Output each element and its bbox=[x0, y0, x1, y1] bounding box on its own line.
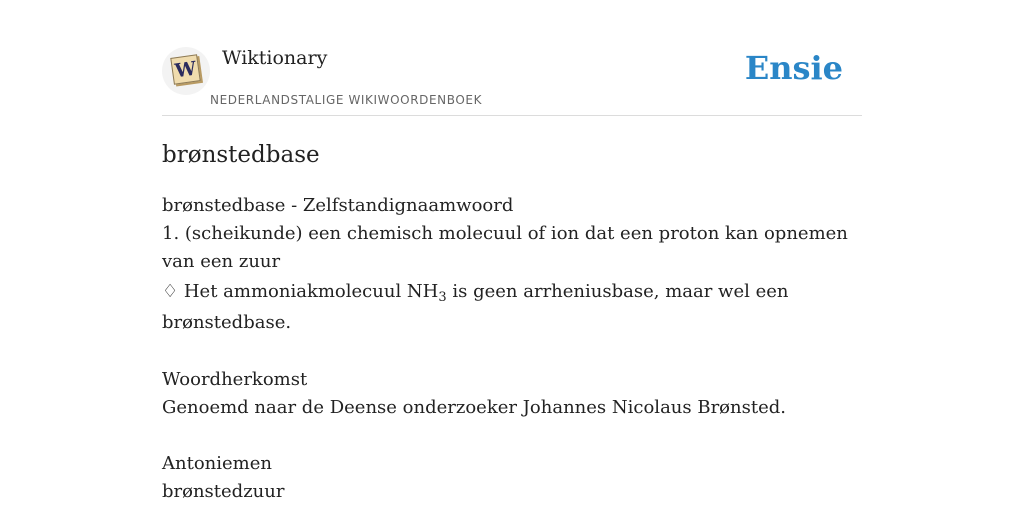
entry-content bbox=[162, 192, 852, 506]
ensie-brand-logo[interactable]: Ensie bbox=[744, 49, 843, 87]
page-title: brønstedbase bbox=[162, 142, 320, 168]
etymology-text: Genoemd naar de Deense onderzoeker Johannes Nicolaus Brønsted. bbox=[162, 397, 786, 418]
example-subscript: 3 bbox=[438, 290, 447, 305]
headword-line: brønstedbase - Zelfstandignaamwoord bbox=[162, 195, 514, 216]
site-subtitle: NEDERLANDSTALIGE WIKIWOORDENBOEK bbox=[210, 93, 483, 107]
example-sentence bbox=[162, 276, 852, 338]
wiktionary-logo[interactable] bbox=[162, 47, 210, 95]
site-name[interactable]: Wiktionary bbox=[222, 47, 328, 69]
wiktionary-tile-icon bbox=[170, 54, 200, 84]
example-suffix: is geen arrheniusbase, maar wel een brønstedbase. bbox=[162, 281, 789, 333]
antonyms-heading: Antoniemen bbox=[162, 453, 272, 474]
logo-letter: W bbox=[173, 57, 198, 83]
site-header bbox=[162, 0, 862, 116]
antonym-link[interactable]: brønstedzuur bbox=[162, 481, 285, 502]
entry-card bbox=[162, 0, 862, 512]
definition: 1. (scheikunde) een chemisch molecuul of ion dat een proton kan opnemen van een zuur bbox=[162, 223, 848, 272]
etymology-heading: Woordherkomst bbox=[162, 369, 308, 390]
example-prefix: ♢ Het ammoniakmolecuul NH bbox=[162, 281, 439, 302]
